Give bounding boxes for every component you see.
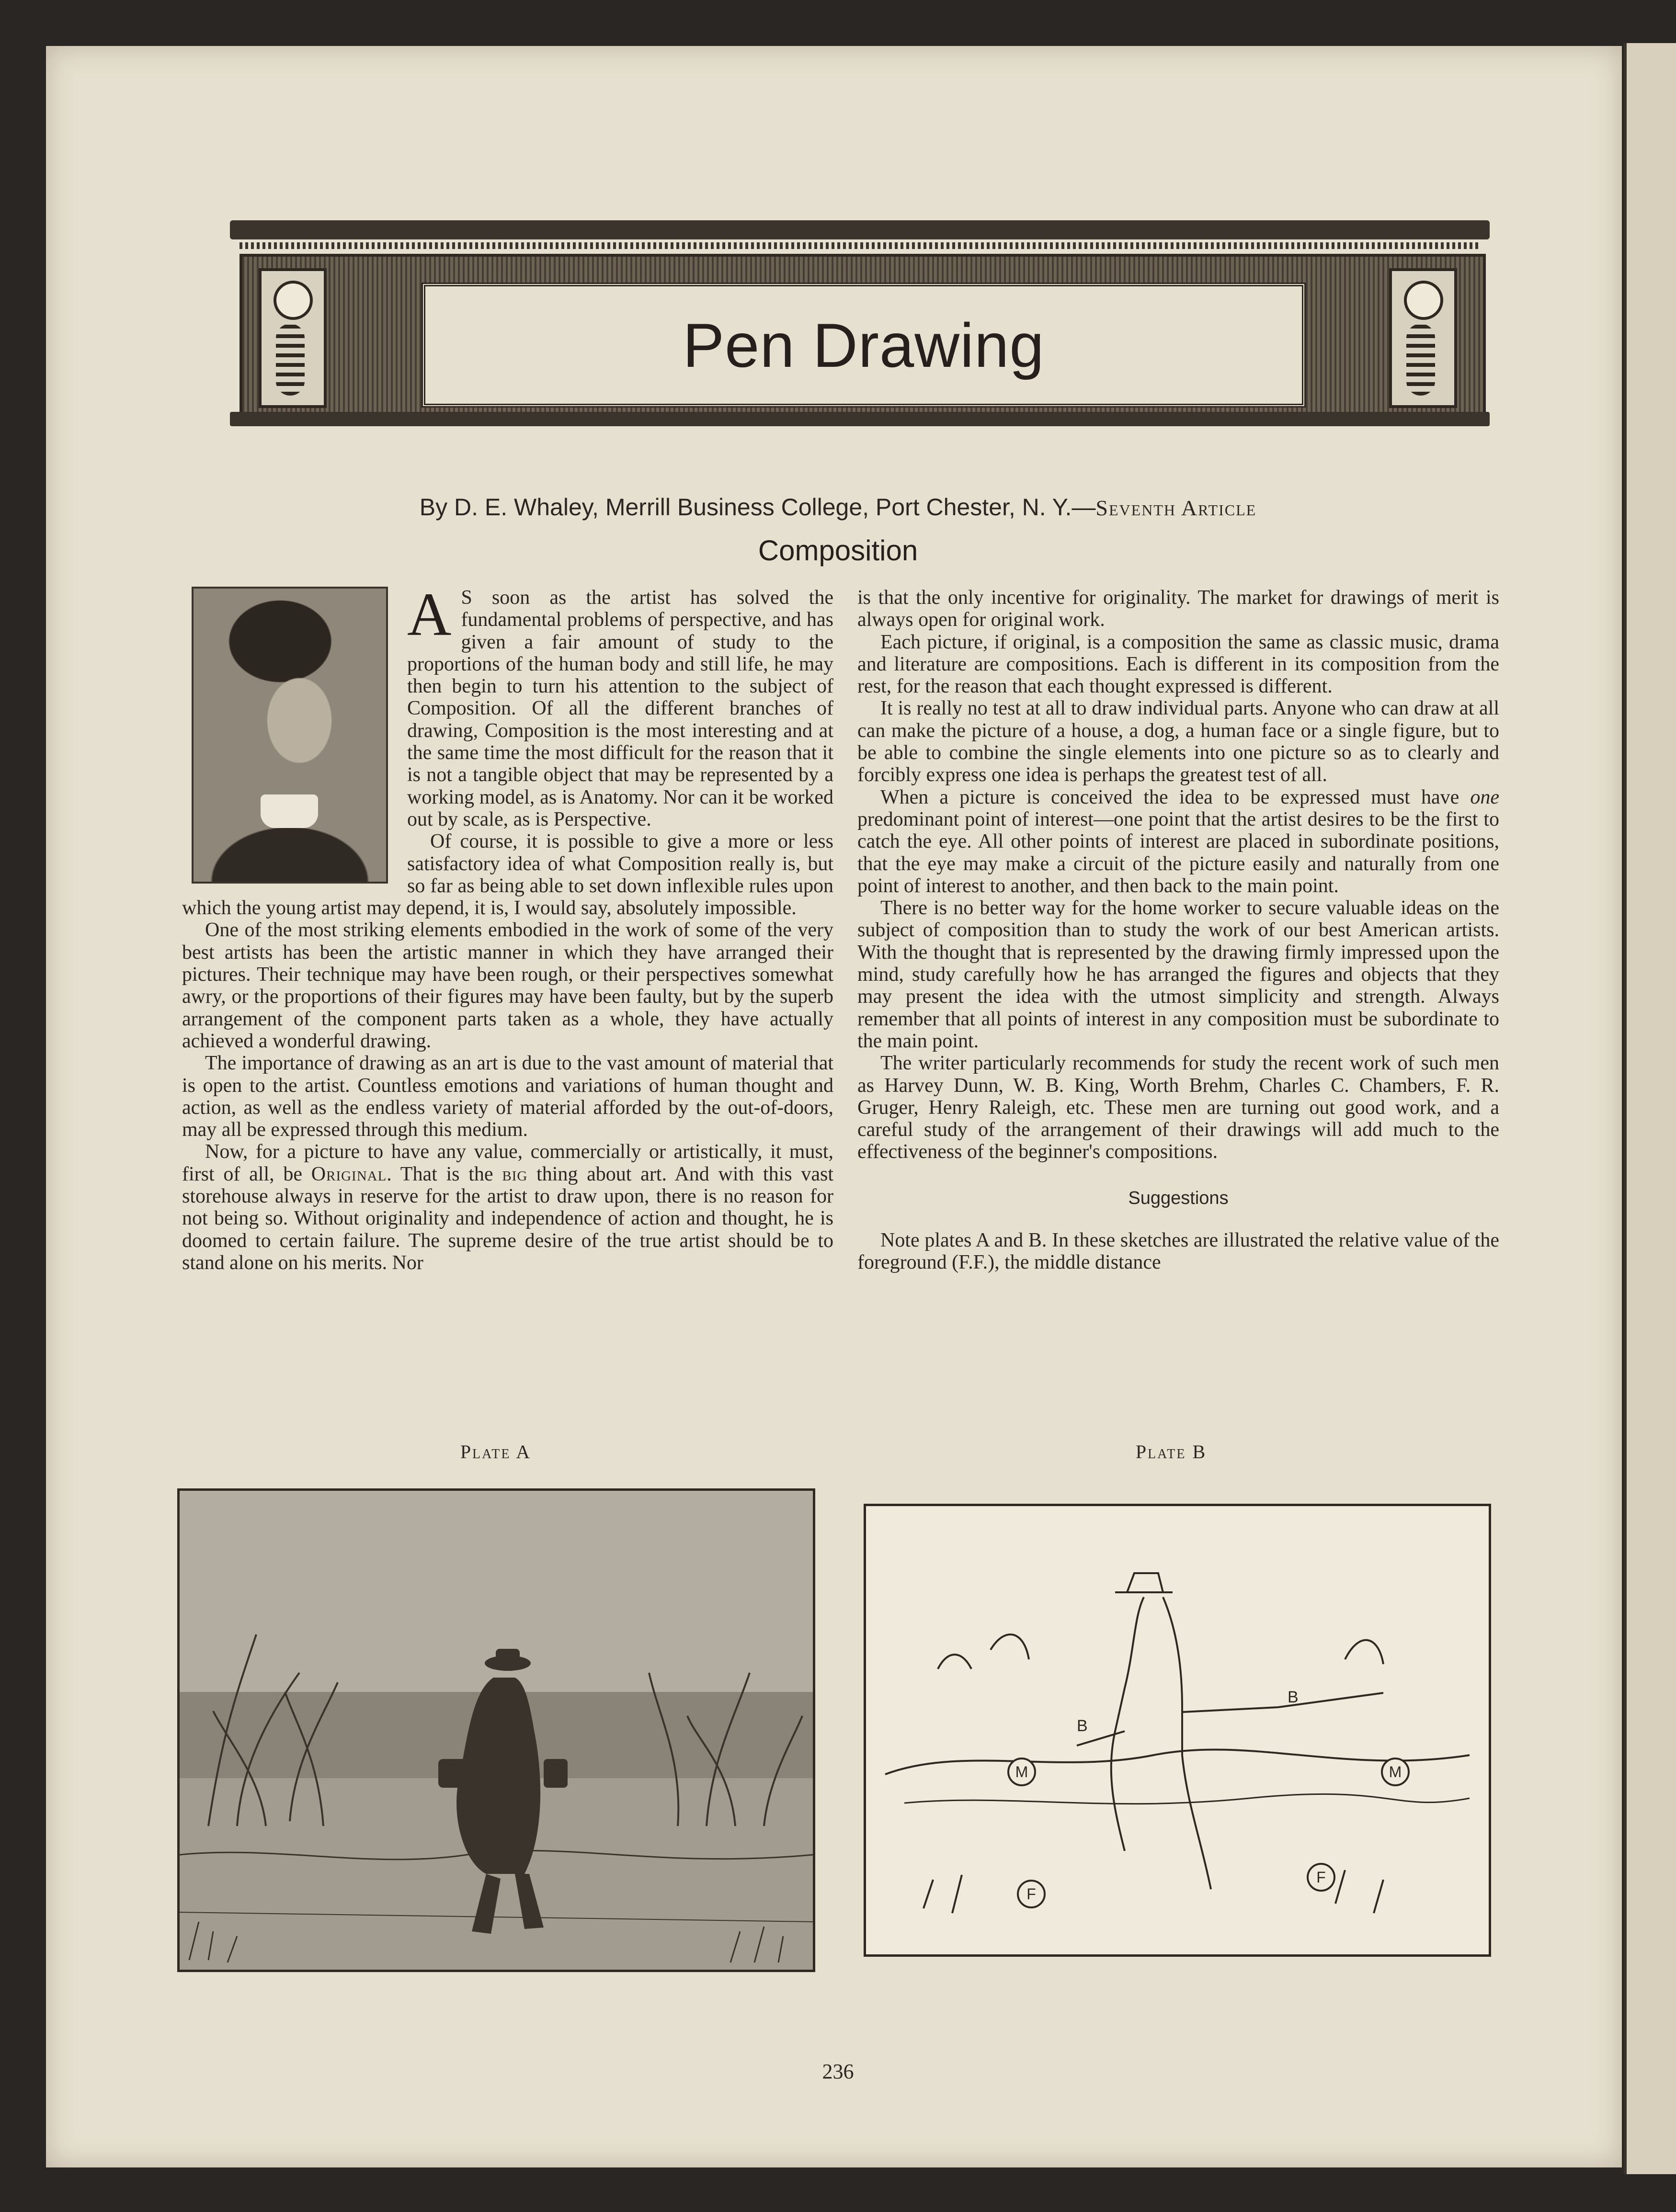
label-f-right: F <box>1316 1869 1326 1886</box>
paragraph: Of course, it is possible to give a more or less satisfactory idea of what Composition really is, but so far as being able to set down inflexible rules upon which the young artist may depend, it is, I would say, absolutely impossible. <box>182 830 833 919</box>
left-column <box>182 580 833 1274</box>
banner-ornament-left <box>259 268 327 408</box>
intro-paragraph: A S soon as the artist has solved the fundamental problems of perspective, and has given a fair amount of study to the proportions of the human body and still life, he may then begin to turn his attention to the subject of Composition. Of all the different branches of drawing, Composition is the most interesting and at the same time the most difficult for the reason that it is not a tangible object that may be represented by a working model, as is Anatomy. Nor can it be worked out by scale, as is Perspective. <box>407 580 833 830</box>
banner-base <box>230 412 1490 426</box>
paragraph: The writer particularly recommends for study the recent work of such men as Harvey Dunn, W. B. King, Worth Brehm, Charles C. Chambers, F. R. Gruger, Henry Raleigh, etc. These men are turning out good work, and a careful study of the arrangement of their drawings will add much to the effectiveness of the beginner's compositions. <box>857 1052 1499 1163</box>
paragraph: When a picture is conceived the idea to be expressed must have one predominant point of interest—one point that the artist desires to be the first to catch the eye. All other points of interest are placed in subordinate positions, that the eye may make a circuit of the picture easily and naturally from one point of interest to another, and then back to the main point. <box>857 786 1499 897</box>
plate-a-label: Plate A <box>460 1441 532 1463</box>
paragraph: Now, for a picture to have any value, commercially or artistically, it must, first of all, be Original. That is the big thing about art. And with this vast storehouse always in reserve for the artist to draw upon, there is no reason for not being so. Without originality and independence of action and thought, he is doomed to certain failure. The supreme desire of the true artist should be to stand alone on his merits. Nor <box>182 1141 833 1274</box>
paragraph: It is really no test at all to draw individual parts. Anyone who can draw at all can make the picture of a house, a dog, a human face or a single figure, but to be able to combine the single elements into one picture so as to clearly and forcibly express one idea is perhaps the greatest test of all. <box>857 697 1499 786</box>
paragraph: Each picture, if original, is a composition the same as classic music, drama and literature are compositions. Each is different in its composition from the rest, for the reason that each thought expressed is different. <box>857 631 1499 698</box>
author-line: By D. E. Whaley, Merrill Business College, Port Chester, N. Y.— <box>419 494 1096 521</box>
label-f-left: F <box>1026 1885 1036 1903</box>
author-portrait <box>192 587 388 884</box>
title-banner <box>230 211 1490 441</box>
paragraph: One of the most striking elements embodied in the work of some of the very best artists has been the artistic manner in which they have arranged their pictures. Their technique may have been rough, or their perspectives somewhat awry, or the proportions of their figures may have been faulty, but by the superb arrangement of the component parts taken as a whole, they have actually achieved a wonderful drawing. <box>182 919 833 1052</box>
paragraph: Note plates A and B. In these sketches are illustrated the relative value of the foreground (F.F.), the middle distance <box>857 1229 1499 1274</box>
paragraph: is that the only incentive for originality. The market for drawings of merit is always open for original work. <box>857 587 1499 631</box>
label-b-left: B <box>1077 1717 1088 1735</box>
plate-b-label: Plate B <box>1135 1441 1207 1463</box>
label-m-left: M <box>1015 1763 1028 1781</box>
right-column <box>857 587 1499 1274</box>
composition-sketch <box>866 1506 1489 1954</box>
byline <box>0 493 1676 521</box>
winter-walker-drawing <box>180 1491 813 1970</box>
banner-ornament-right <box>1389 268 1457 408</box>
label-m-right: M <box>1389 1763 1402 1781</box>
facing-page-edge <box>1624 43 1676 2174</box>
banner-cornice <box>230 220 1490 239</box>
paragraph: There is no better way for the home worker to secure valuable ideas on the subject of composition than to study the work of our best American artists. With the thought that is represented by the drawing firmly impressed upon the mind, study carefully how he has arranged the figures and objects that they may present the idea with the utmost simplicity and strength. Always remember that all points of interest in any composition must be subordinate to the main point. <box>857 897 1499 1052</box>
article-number: Seventh Article <box>1095 496 1257 520</box>
section-title: Composition <box>758 534 918 567</box>
label-b-right: B <box>1288 1688 1299 1706</box>
article-title: Pen Drawing <box>683 310 1045 380</box>
banner-dentil <box>239 242 1480 249</box>
plate-a-illustration <box>177 1488 815 1972</box>
page-number: 236 <box>822 2060 854 2083</box>
plate-b-illustration <box>864 1504 1491 1957</box>
paragraph: The importance of drawing as an art is due to the vast amount of material that is open to the artist. Countless emotions and variations of human thought and action, as well as the endless variety of material afforded by the out-of-doors, may all be expressed through this medium. <box>182 1052 833 1141</box>
banner-panel <box>422 283 1306 408</box>
suggestions-heading: Suggestions <box>1128 1188 1229 1208</box>
drop-cap: A <box>407 580 452 648</box>
